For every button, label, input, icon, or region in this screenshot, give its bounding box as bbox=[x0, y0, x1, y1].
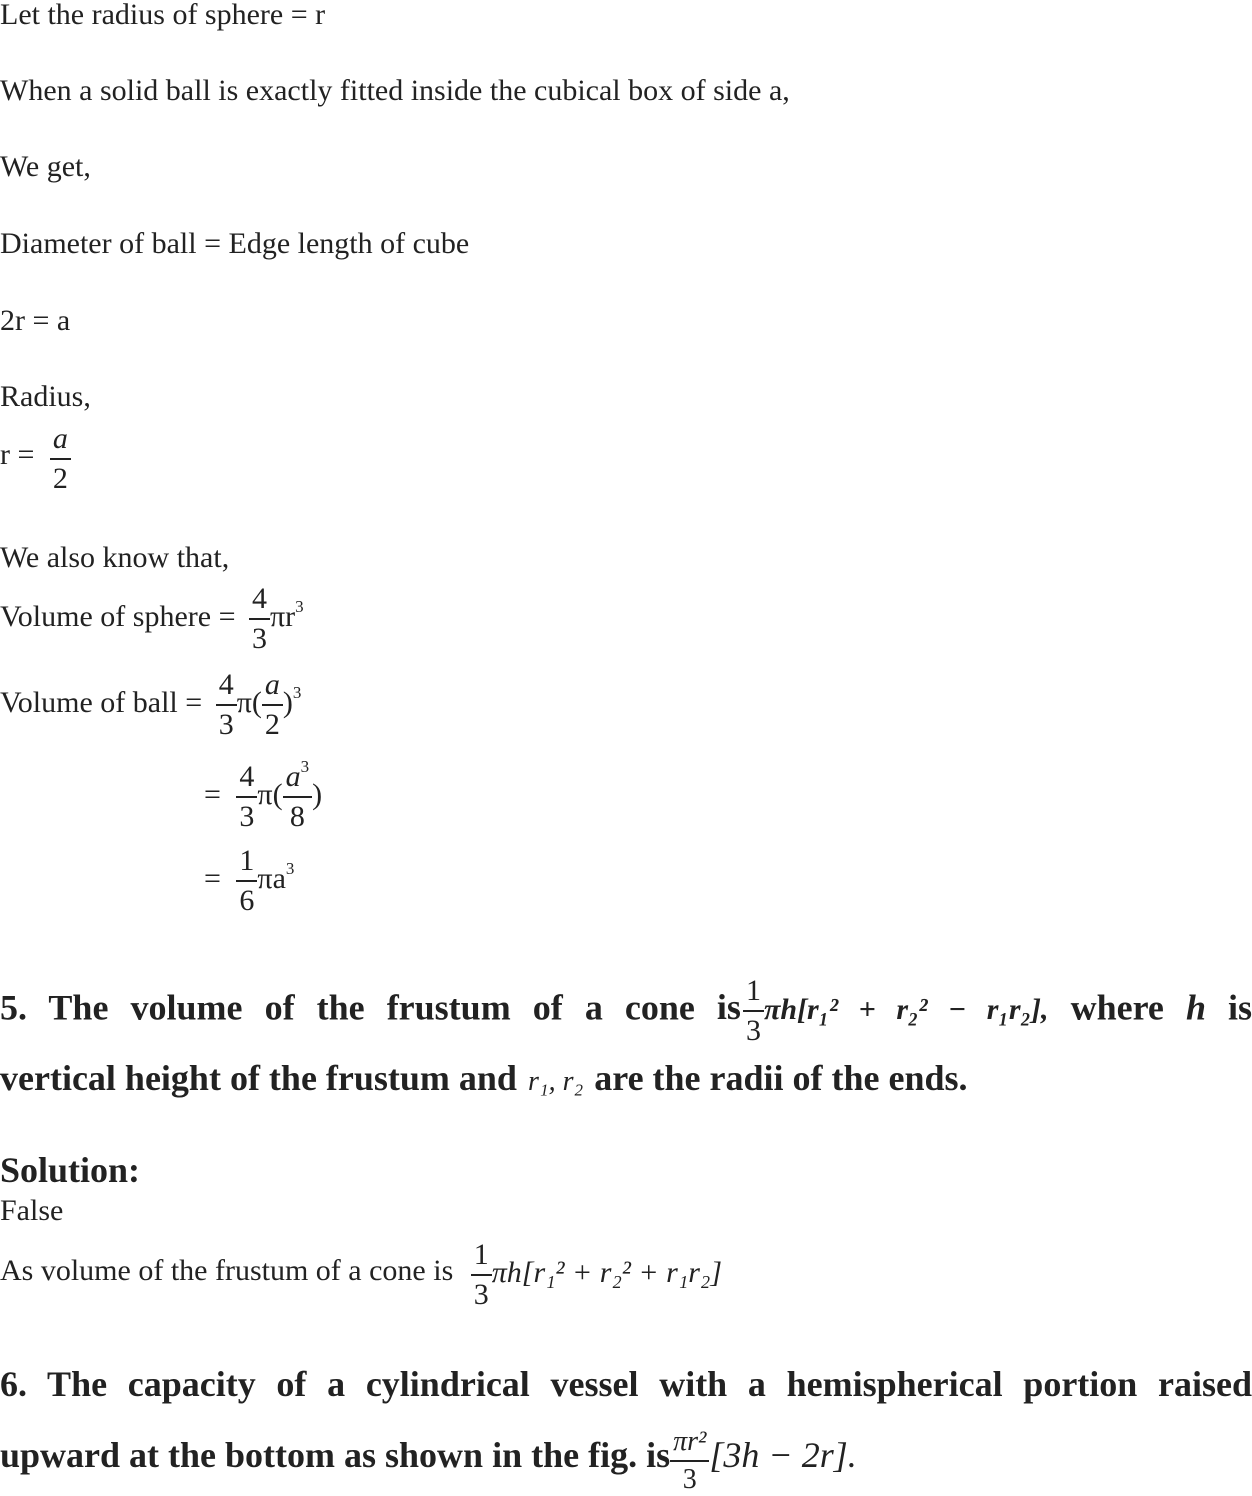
word: a bbox=[584, 987, 603, 1028]
pi-a: πa bbox=[257, 861, 286, 895]
word: cone bbox=[624, 987, 695, 1028]
exponent: 3 bbox=[300, 757, 310, 776]
denominator: 3 bbox=[218, 708, 234, 741]
ball-volume-equation bbox=[0, 670, 301, 740]
denominator: 3 bbox=[682, 1464, 697, 1495]
denominator: 2 bbox=[52, 462, 68, 495]
text-line: Let the radius of sphere = r bbox=[0, 0, 326, 31]
numerator: 1 bbox=[236, 846, 257, 882]
text-line: We get, bbox=[0, 150, 91, 183]
volume-sphere-label: Volume of sphere = bbox=[0, 599, 236, 633]
radii-symbols: r₁, r₂ bbox=[527, 1066, 584, 1097]
frustum-formula-wrong: πh[r₁² + r₂² − r₁r₂], bbox=[763, 993, 1049, 1027]
exponent: 3 bbox=[295, 596, 304, 616]
numerator: 1 bbox=[471, 1240, 492, 1276]
fraction-4-over-3 bbox=[236, 762, 257, 832]
denominator: 3 bbox=[473, 1278, 489, 1311]
word: is bbox=[1228, 987, 1252, 1028]
denominator: 3 bbox=[745, 1014, 761, 1047]
radius-label: r = bbox=[0, 437, 35, 471]
text-line: 2r = a bbox=[0, 304, 71, 337]
fraction-4-over-3 bbox=[216, 670, 237, 740]
question-5-line-1 bbox=[0, 976, 1252, 1046]
numerator bbox=[283, 757, 313, 798]
numerator: 1 bbox=[743, 976, 764, 1012]
denominator: 3 bbox=[252, 622, 267, 655]
fraction-a-over-2 bbox=[262, 670, 283, 740]
word: The bbox=[48, 987, 109, 1028]
denominator: 3 bbox=[239, 800, 255, 833]
text-segment: vertical height of the frustum and bbox=[0, 1058, 517, 1098]
denominator: 6 bbox=[239, 884, 255, 917]
solution-answer: False bbox=[0, 1194, 64, 1227]
word: of bbox=[264, 987, 295, 1028]
exponent: 3 bbox=[285, 858, 295, 878]
fraction-4-over-3 bbox=[249, 584, 270, 654]
word: of bbox=[532, 987, 563, 1028]
fraction-1-over-3 bbox=[743, 976, 764, 1046]
numerator: πr² bbox=[670, 1428, 709, 1462]
word: volume bbox=[130, 987, 243, 1028]
radius-equation bbox=[0, 424, 71, 494]
pi-open: π( bbox=[257, 777, 283, 811]
word: the bbox=[316, 987, 365, 1028]
solution-explanation bbox=[0, 1240, 722, 1310]
explanation-text: As volume of the frustum of a cone is bbox=[0, 1253, 454, 1287]
question-5-line-2 bbox=[0, 1060, 968, 1096]
word: where bbox=[1070, 987, 1164, 1028]
denominator: 2 bbox=[264, 708, 280, 741]
close-paren: ) bbox=[282, 685, 293, 719]
fraction-1-over-3 bbox=[471, 1240, 492, 1310]
variable-h: h bbox=[1185, 987, 1206, 1028]
text-line: Diameter of ball = Edge length of cube bbox=[0, 227, 470, 260]
text-line: Radius, bbox=[0, 380, 91, 413]
exponent: 3 bbox=[292, 682, 302, 702]
pi-open: π( bbox=[236, 685, 262, 719]
fraction-pi-r2-over-3 bbox=[670, 1428, 709, 1494]
fraction-a3-over-8 bbox=[283, 757, 313, 833]
question-6-line-1: 6. The capacity of a cylindrical vessel with a hemispherical portion raised bbox=[0, 1364, 1252, 1404]
word: is bbox=[716, 987, 741, 1028]
frustum-formula-correct: πh[r₁² + r₂² + r₁r₂] bbox=[491, 1255, 723, 1289]
is-with-formula bbox=[716, 974, 1049, 1047]
capacity-formula-tail: [3h − 2r]. bbox=[709, 1435, 857, 1476]
variable-a: a bbox=[285, 760, 301, 793]
word: frustum bbox=[386, 987, 511, 1028]
question-6-line-2 bbox=[0, 1426, 857, 1496]
text-segment: are the radii of the ends. bbox=[594, 1058, 968, 1098]
numerator: 4 bbox=[216, 670, 237, 706]
text-line: We also know that, bbox=[0, 541, 230, 574]
numerator: a bbox=[262, 670, 283, 706]
fraction-1-over-6 bbox=[236, 846, 257, 916]
equals-sign: = bbox=[204, 861, 221, 895]
text-line: When a solid ball is exactly fitted inside the cubical box of side a, bbox=[0, 74, 790, 107]
numerator: a bbox=[50, 424, 71, 460]
equals-sign: = bbox=[204, 777, 221, 811]
close-paren: ) bbox=[312, 777, 323, 811]
volume-ball-label: Volume of ball = bbox=[0, 685, 203, 719]
ball-volume-result bbox=[204, 846, 294, 916]
numerator: 4 bbox=[236, 762, 257, 798]
sphere-volume-equation bbox=[0, 584, 304, 654]
denominator: 8 bbox=[289, 800, 305, 833]
numerator: 4 bbox=[249, 584, 270, 620]
question-number: 5. bbox=[0, 987, 27, 1028]
solution-heading: Solution: bbox=[0, 1150, 141, 1190]
ball-volume-step-2 bbox=[204, 757, 323, 833]
fraction-a-over-2 bbox=[50, 424, 71, 494]
text-segment: upward at the bottom as shown in the fig. is bbox=[0, 1435, 671, 1476]
pi-r: πr bbox=[270, 599, 296, 633]
